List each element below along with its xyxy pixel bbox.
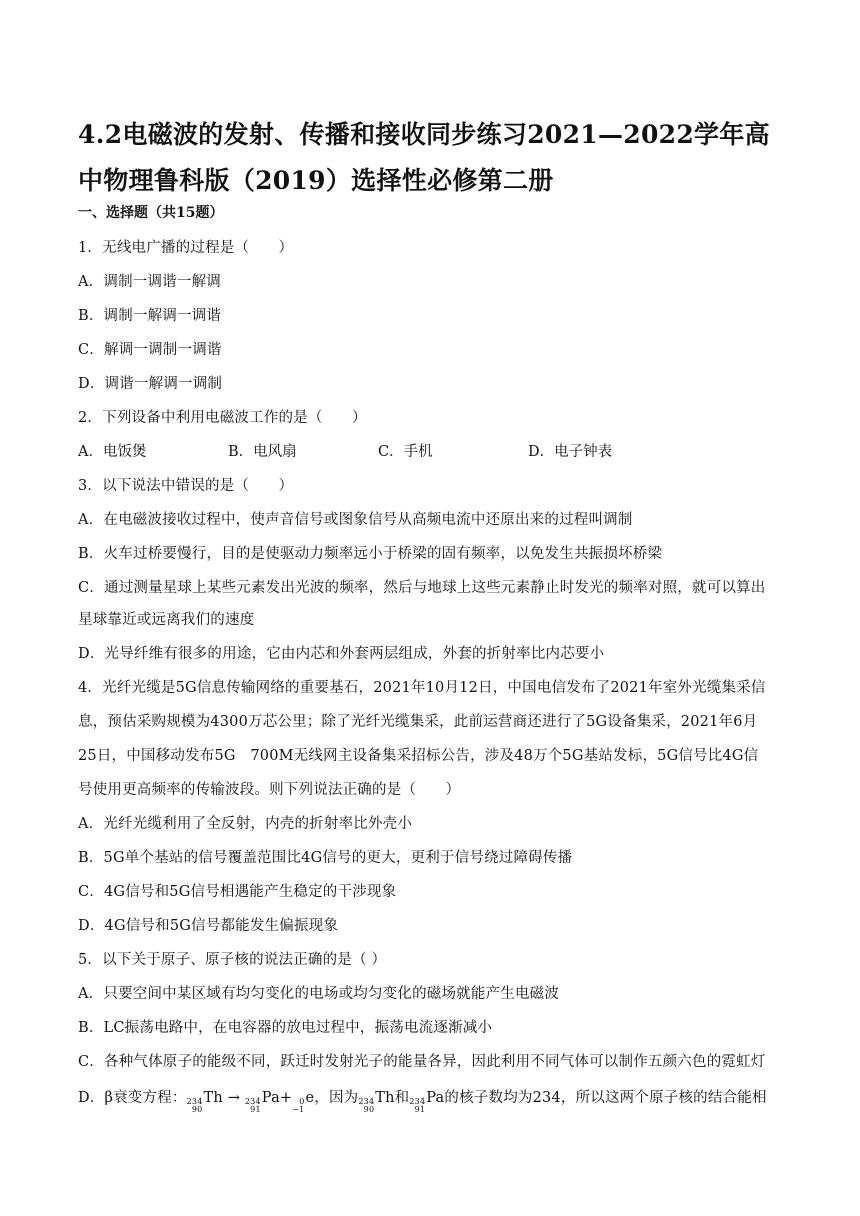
nuclide-thorium: 234 90 Th bbox=[186, 1090, 223, 1114]
question-3-stem: 3．以下说法中错误的是（ ） bbox=[78, 478, 294, 494]
nuclide-thorium-ref: 234 90 Th bbox=[358, 1090, 395, 1114]
question-2-option-b: B．电风扇 bbox=[228, 444, 297, 460]
question-2-options bbox=[78, 440, 788, 460]
option-d-prefix: D．β衰变方程： bbox=[78, 1090, 187, 1106]
question-4-option-a: A．光纤光缆利用了全反射，内壳的折射率比外壳小 bbox=[78, 816, 413, 832]
question-1-option-a: A．调制一调谐一解调 bbox=[78, 274, 221, 290]
question-1-option-b: B．调制一解调一调谐 bbox=[78, 308, 222, 324]
plus-symbol: + bbox=[279, 1090, 293, 1106]
arrow-symbol: → bbox=[227, 1090, 241, 1106]
question-5-option-d bbox=[78, 1086, 767, 1114]
nuclide-electron: 0 −1 e bbox=[292, 1090, 315, 1114]
question-5-stem: 5．以下关于原子、原子核的说法正确的是（ ） bbox=[78, 952, 387, 968]
option-d-mid: ，因为 bbox=[314, 1090, 359, 1106]
question-4-option-b: B．5G单个基站的信号覆盖范围比4G信号的更大，更利于信号绕过障碍传播 bbox=[78, 850, 573, 866]
option-d-tail: 的核子数均为234，所以这两个原子核的结合能相 bbox=[444, 1090, 767, 1106]
question-2-option-c: C．手机 bbox=[378, 444, 433, 460]
question-3-option-c-line1: C．通过测量星球上某些元素发出光波的频率，然后与地球上这些元素静止时发光的频率对照，就可以算出 bbox=[78, 580, 766, 596]
document-title: 4.2电磁波的发射、传播和接收同步练习2021—2022学年高中物理鲁科版（2019）选择性必修第二册 bbox=[78, 120, 770, 195]
question-5-option-c: C．各种气体原子的能级不同，跃迁时发射光子的能量各异，因此利用不同气体可以制作五颜六色的霓虹灯 bbox=[78, 1054, 766, 1070]
nuclide-protactinium-ref: 234 91 Pa bbox=[409, 1090, 445, 1114]
question-4-option-c: C．4G信号和5G信号相遇能产生稳定的干涉现象 bbox=[78, 884, 397, 900]
question-2-stem: 2．下列设备中利用电磁波工作的是（ ） bbox=[78, 410, 367, 426]
nuclide-protactinium: 234 91 Pa bbox=[244, 1090, 280, 1114]
question-5-option-a: A．只要空间中某区域有均匀变化的电场或均匀变化的磁场就能产生电磁波 bbox=[78, 986, 560, 1002]
question-3-option-a: A．在电磁波接收过程中，使声音信号或图象信号从高频电流中还原出来的过程叫调制 bbox=[78, 512, 633, 528]
question-4-stem-line3: 25日，中国移动发布5G 700M无线网主设备集采招标公告，涉及48万个5G基站发标，5G信号比4G信 bbox=[78, 748, 759, 764]
question-2-option-d: D．电子钟表 bbox=[528, 444, 613, 460]
section-heading: 一、选择题（共15题） bbox=[78, 205, 224, 221]
option-d-and: 和 bbox=[394, 1090, 410, 1106]
question-1-option-d: D．调谐一解调一调制 bbox=[78, 376, 223, 392]
question-4-option-d: D．4G信号和5G信号都能发生偏振现象 bbox=[78, 918, 339, 934]
question-1-option-c: C．解调一调制一调谐 bbox=[78, 342, 222, 358]
question-1-stem: 1．无线电广播的过程是（ ） bbox=[78, 240, 294, 256]
question-5-option-b: B．LC振荡电路中，在电容器的放电过程中，振荡电流逐渐减小 bbox=[78, 1020, 493, 1036]
question-2-option-a: A．电饭煲 bbox=[78, 444, 147, 460]
question-3-option-b: B．火车过桥要慢行，目的是使驱动力频率远小于桥梁的固有频率，以免发生共振损坏桥梁 bbox=[78, 546, 663, 562]
question-4-stem-line2: 息，预估采购规模为4300万芯公里；除了光纤光缆集采，此前运营商还进行了5G设备集采，2021年6月 bbox=[78, 714, 758, 730]
question-4-stem-line1: 4．光纤光缆是5G信息传输网络的重要基石，2021年10月12日，中国电信发布了2021年室外光缆集采信 bbox=[78, 680, 766, 696]
question-3-option-d: D．光导纤维有很多的用途，它由内芯和外套两层组成，外套的折射率比内芯要小 bbox=[78, 646, 605, 662]
question-3-option-c-line2: 星球靠近或远离我们的速度 bbox=[78, 612, 255, 628]
question-4-stem-line4: 号使用更高频率的传输波段。则下列说法正确的是（ ） bbox=[78, 782, 461, 798]
